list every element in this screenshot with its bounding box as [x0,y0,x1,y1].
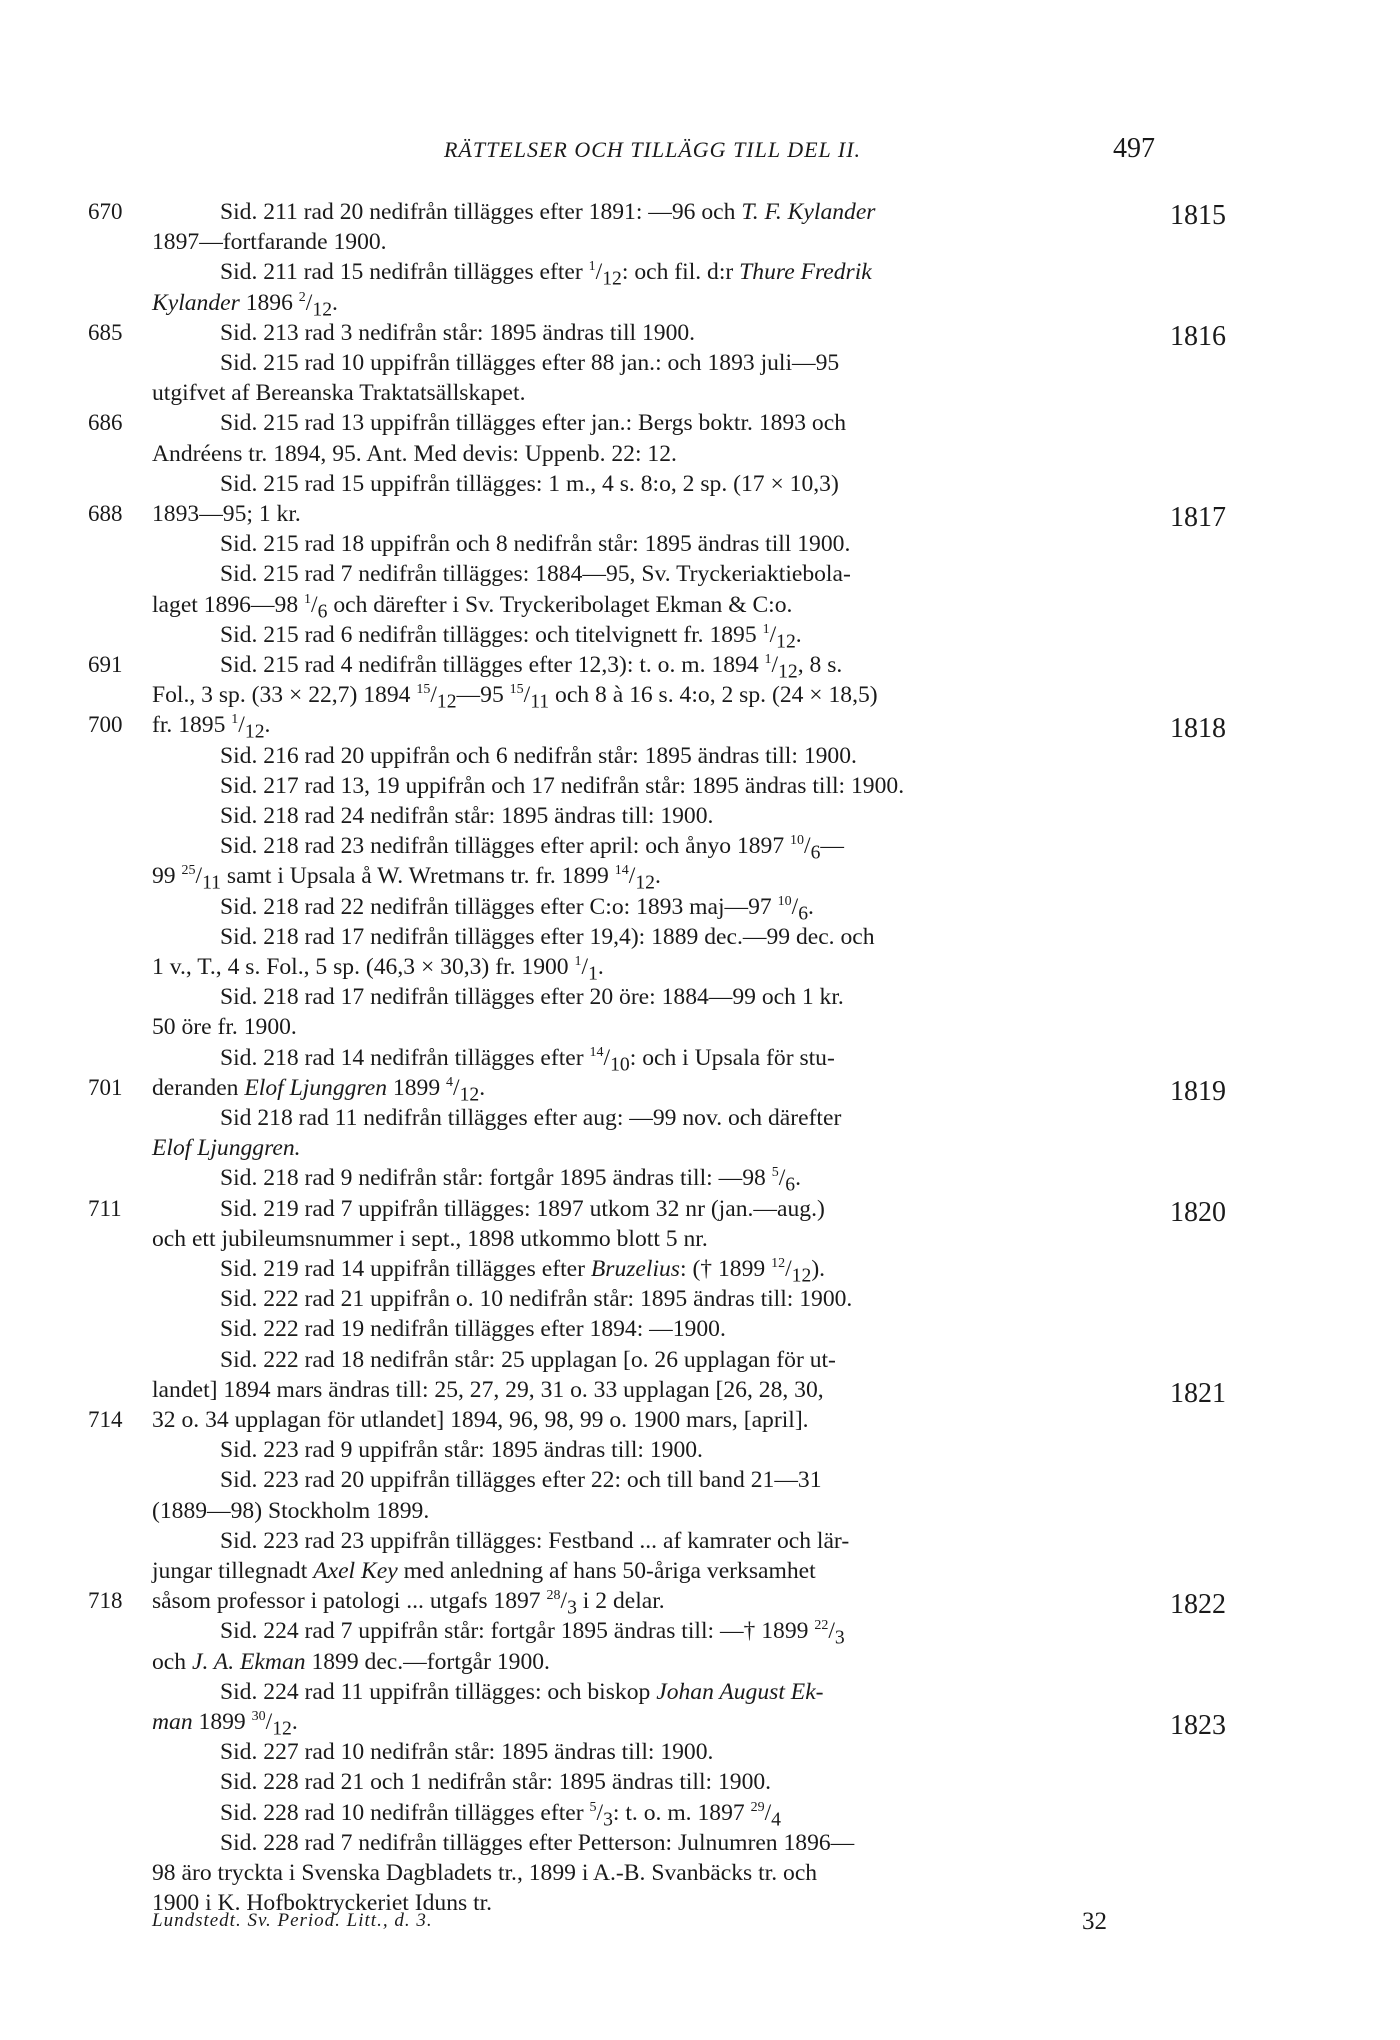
text-line: 32 o. 34 upplagan för utlandet] 1894, 96, 98, 99 o. 1900 mars, [april]. [152,1407,809,1433]
text-line: (1889—98) Stockholm 1899. [152,1497,430,1524]
text-line: Sid. 223 rad 20 uppifrån tillägges efter 22: och till band 21—31 [220,1467,822,1494]
margin-number-left: 711 [88,1195,122,1221]
margin-number-right: 1816 [1170,320,1226,352]
text-line: man 1899 $^{30}/_{12}$. [152,1709,298,1740]
margin-number-left: 718 [88,1588,123,1614]
text-line: Sid. 228 rad 7 nedifrån tillägges efter Petterson: Julnumren 1896— [220,1829,855,1856]
margin-number-left: 685 [88,319,123,345]
text-line: Sid. 218 rad 22 nedifrån tillägges efter C:o: 1893 maj—97 $^{10}/_6$. [220,893,814,925]
text-line: Andréens tr. 1894, 95. Ant. Med devis: Uppenb. 22: 12. [152,440,677,467]
text-line: Sid. 228 rad 21 och 1 nedifrån står: 1895 ändras till: 1900. [220,1769,772,1796]
text-line: Sid. 218 rad 17 nedifrån tillägges efter 19,4): 1889 dec.—99 dec. och [220,923,875,950]
text-line: Sid. 224 rad 7 uppifrån står: fortgår 1895 ändras till: —† 1899 $^{22}/_3$ [220,1618,845,1650]
text-line: Sid. 218 rad 14 nedifrån tillägges efter $^{14}/_{10}$: och i Upsala för stu- [220,1044,835,1076]
text-line: 1 v., T., 4 s. Fol., 5 sp. (46,3 × 30,3) fr. 1900 $^1/_1$. [152,954,604,985]
text-line: Sid 218 rad 11 nedifrån tillägges efter aug: —99 nov. och därefter [220,1105,842,1131]
text-line: deranden Elof Ljunggren 1899 $^4/_{12}$. [152,1074,486,1106]
text-line: 1893—95; 1 kr. [152,501,301,527]
margin-number-right: 1820 [1170,1196,1226,1228]
text-line: Sid. 216 rad 20 uppifrån och 6 nedifrån står: 1895 ändras till: 1900. [220,742,857,769]
text-line: Sid. 215 rad 7 nedifrån tillägges: 1884—95, Sv. Tryckeriaktiebola- [220,561,851,588]
margin-number-right: 1822 [1170,1589,1226,1621]
text-line: och ett jubileumsnummer i sept., 1898 utkommo blott 5 nr. [152,1225,708,1252]
text-line: Elof Ljunggren. [152,1135,301,1162]
margin-number-left: 670 [88,199,123,224]
margin-number-right: 1817 [1170,502,1226,533]
text-line: Sid. 215 rad 15 uppifrån tillägges: 1 m., 4 s. 8:o, 2 sp. (17 × 10,3) [220,470,839,497]
text-line: jungar tillegnadt Axel Key med anledning af hans 50-åriga verksamhet [152,1558,816,1584]
text-line: och J. A. Ekman 1899 dec.—fortgår 1900. [152,1648,550,1675]
text-line: 50 öre fr. 1900. [152,1014,297,1041]
running-header [150,133,1155,173]
text-line: Sid. 211 rad 20 nedifrån tillägges efter 1891: —96 och T. F. Kylander [220,199,876,225]
header-title: RÄTTELSER OCH TILLÄGG TILL DEL II. [443,137,862,162]
footer-signature: Lundstedt. Sv. Period. Litt., d. 3. [152,1910,433,1931]
margin-number-right: 1823 [1170,1710,1226,1741]
text-line: Sid. 211 rad 15 nedifrån tillägges efter $^1/_{12}$: och fil. d:r Thure Fredrik [220,259,872,291]
text-line: Sid. 222 rad 19 nedifrån tillägges efter 1894: —1900. [220,1316,726,1343]
page-footer [152,1910,1152,1944]
text-line: Sid. 219 rad 7 uppifrån tillägges: 1897 utkom 32 nr (jan.—aug.) [220,1195,825,1222]
page-number: 497 [1113,133,1155,164]
text-line: Sid. 215 rad 4 nedifrån tillägges efter 12,3): t. o. m. 1894 $^1/_{12}$, 8 s. [220,652,843,683]
text-line: Sid. 222 rad 21 uppifrån o. 10 nedifrån står: 1895 ändras till: 1900. [220,1286,853,1313]
margin-number-left: 700 [88,712,123,738]
margin-number-right: 1818 [1170,713,1226,745]
text-line: 1900 i K. Hofboktryckeriet Iduns tr. [152,1890,493,1917]
text-line: Sid. 228 rad 10 nedifrån tillägges efter $^5/_3$: t. o. m. 1897 $^{29}/_4$ [220,1799,781,1831]
text-line: Sid. 218 rad 24 nedifrån står: 1895 ändras till: 1900. [220,803,714,829]
text-line: Sid. 223 rad 9 uppifrån står: 1895 ändras till: 1900. [220,1437,703,1464]
text-line: Sid. 215 rad 13 uppifrån tillägges efter jan.: Bergs boktr. 1893 och [220,410,846,437]
margin-number-right: 1819 [1170,1075,1226,1107]
text-line: landet] 1894 mars ändras till: 25, 27, 29, 31 o. 33 upplagan [26, 28, 30, [152,1376,824,1403]
text-line: Sid. 219 rad 14 uppifrån tillägges efter Bruzelius: († 1899 $^{12}/_{12}$). [220,1256,826,1287]
text-line: Sid. 223 rad 23 uppifrån tillägges: Festband ... af kamrater och lär- [220,1527,850,1554]
text-line: Sid. 218 rad 9 nedifrån står: fortgår 1895 ändras till: —98 $^5/_6$. [220,1165,802,1197]
text-line: Sid. 215 rad 18 uppifrån och 8 nedifrån står: 1895 ändras till 1900. [220,531,851,558]
text-line: Sid. 224 rad 11 uppifrån tillägges: och biskop Johan August Ek- [220,1678,824,1705]
text-line: 99 $^{25}/_{11}$ samt i Upsala å W. Wretmans tr. fr. 1899 $^{14}/_{12}$. [152,863,661,895]
margin-number-right: 1821 [1170,1377,1226,1409]
margin-number-left: 714 [88,1407,123,1432]
margin-number-left: 701 [88,1074,123,1100]
margin-number-left: 686 [88,410,123,436]
text-line: 1897—fortfarande 1900. [152,229,387,256]
margin-number-left: 691 [88,652,123,677]
text-line: utgifvet af Bereanska Traktatsällskapet. [152,380,526,407]
text-line: Sid. 218 rad 23 nedifrån tillägges efter april: och ånyo 1897 $^{10}/_6—$ [220,833,845,864]
text-line: Fol., 3 sp. (33 × 22,7) 1894 $^{15}/_{12}—95$ $^{15}/_{11}$ och 8 à 16 s. 4:o, 2 sp. (24 × 18,5) [152,682,878,713]
text-line: såsom professor i patologi ... utgafs 1897 $^{28}/_3$ i 2 delar. [152,1588,665,1619]
text-line: Sid. 227 rad 10 nedifrån står: 1895 ändras till: 1900. [220,1739,714,1766]
text-line: Sid. 215 rad 10 uppifrån tillägges efter 88 jan.: och 1893 juli—95 [220,350,840,376]
text-line: Sid. 213 rad 3 nedifrån står: 1895 ändras till 1900. [220,319,696,346]
text-line: Sid. 217 rad 13, 19 uppifrån och 17 nedifrån står: 1895 ändras till: 1900. [220,772,905,799]
text-line: laget 1896—98 $^1/_6$ och därefter i Sv. Tryckeribolaget Ekman & C:o. [152,591,793,623]
margin-number-left: 688 [88,501,123,526]
footer-sheet-number: 32 [1082,1908,1107,1935]
text-line: 98 äro tryckta i Svenska Dagbladets tr., 1899 i A.-B. Svanbäcks tr. och [152,1860,818,1886]
margin-number-right: 1815 [1170,200,1226,231]
text-line: Sid. 222 rad 18 nedifrån står: 25 upplagan [o. 26 upplagan för ut- [220,1346,836,1373]
text-line: Sid. 218 rad 17 nedifrån tillägges efter 20 öre: 1884—99 och 1 kr. [220,984,844,1011]
text-line: Kylander 1896 $^2/_{12}$. [152,289,338,321]
text-line: fr. 1895 $^1/_{12}$. [152,712,271,744]
text-line: Sid. 215 rad 6 nedifrån tillägges: och titelvignett fr. 1895 $^1/_{12}$. [220,621,802,653]
